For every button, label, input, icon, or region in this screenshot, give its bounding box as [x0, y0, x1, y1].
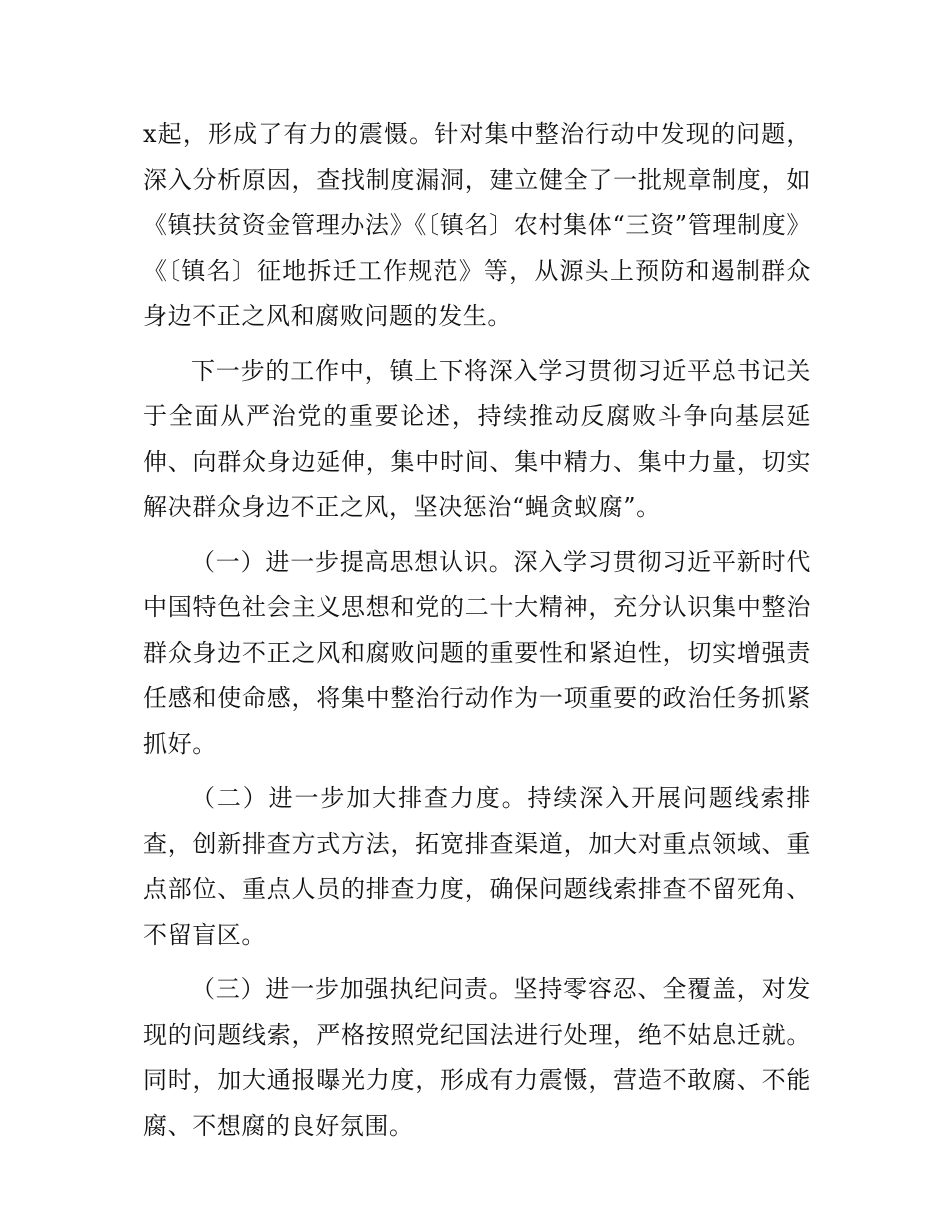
paragraph-continuation: x起，形成了有力的震慑。针对集中整治行动中发现的问题，深入分析原因，查找制度漏洞，建立健全了一批规章制度，如《镇扶贫资金管理办法》《〔镇名〕农村集体“三资”管理制度》《〔镇名〕征地拆迁工作规范》等，从源头上预防和遏制群众身边不正之风和腐败问题的发生。	[143, 120, 811, 330]
paragraph-next-steps: 下一步的工作中，镇上下将深入学习贯彻习近平总书记关于全面从严治党的重要论述，持续推动反腐败斗争向基层延伸、向群众身边延伸，集中时间、集中精力、集中力量，切实解决群众身边不正之风，坚决惩治“蝇贪蚁腐”。	[143, 356, 811, 521]
paragraph-item-2: （二）进一步加大排查力度。持续深入开展问题线索排查，创新排查方式方法，拓宽排查渠道，加大对重点领域、重点部位、重点人员的排查力度，确保问题线索排查不留死角、不留盲区。	[143, 784, 811, 949]
paragraph-item-3: （三）进一步加强执纪问责。坚持零容忍、全覆盖，对发现的问题线索，严格按照党纪国法进行处理，绝不姑息迁就。同时，加大通报曝光力度，形成有力震慑，营造不敢腐、不能腐、不想腐的良好氛围。	[143, 975, 811, 1140]
document-body	[143, 112, 811, 1149]
paragraph-item-1: （一）进一步提高思想认识。深入学习贯彻习近平新时代中国特色社会主义思想和党的二十大精神，充分认识集中整治群众身边不正之风和腐败问题的重要性和紧迫性，切实增强责任感和使命感，将集中整治行动作为一项重要的政治任务抓紧抓好。	[143, 547, 811, 758]
